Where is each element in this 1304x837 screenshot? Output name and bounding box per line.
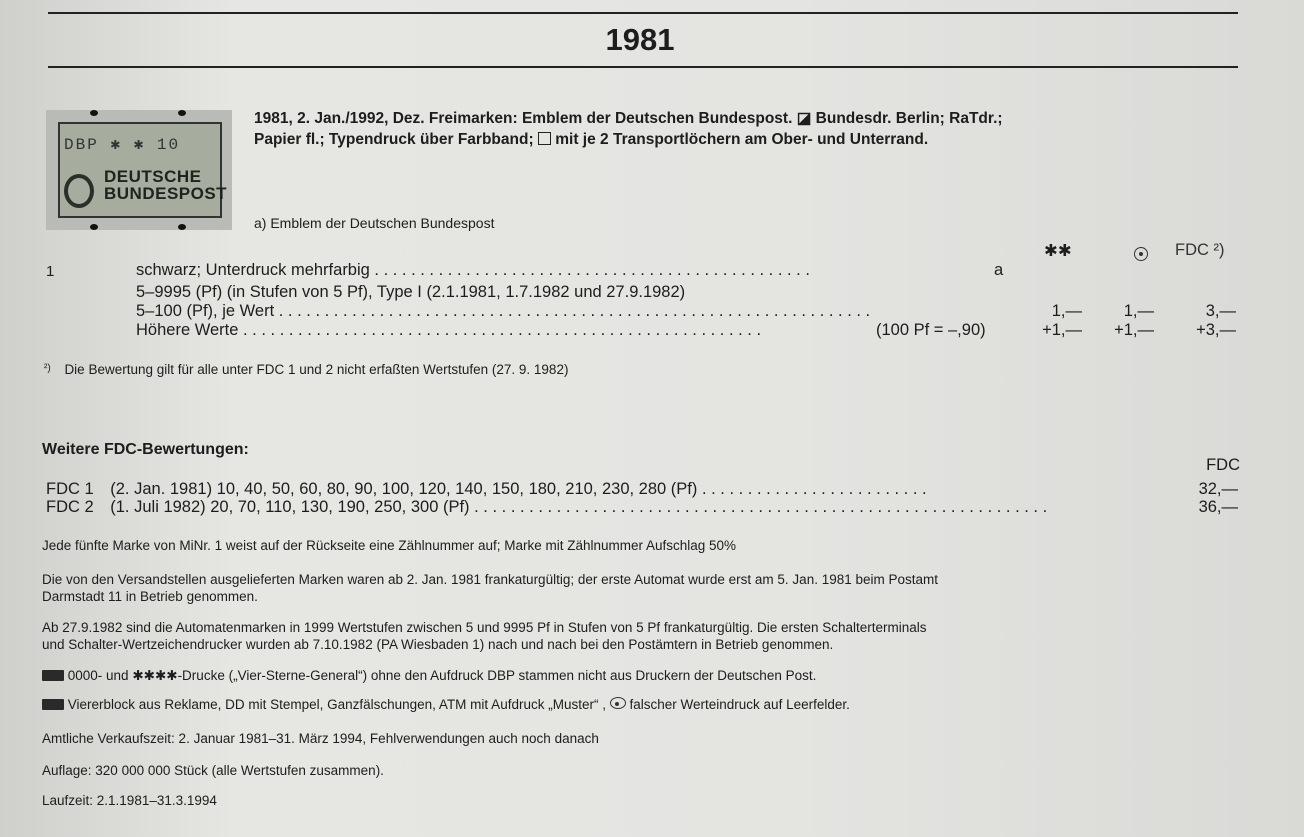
note-runtime: Laufzeit: 2.1.1981–31.3.1994: [42, 793, 217, 808]
transport-hole: [178, 110, 186, 116]
fdc-row-1: FDC 1 (2. Jan. 1981) 10, 40, 50, 60, 80, 90, 100, 120, 140, 150, 180, 210, 230, 280 (Pf) . . . . . . . . . . . . . . . . . . . . . . . . .: [46, 480, 927, 498]
transport-hole: [90, 224, 98, 230]
price-mint: 1,—: [1051, 302, 1082, 320]
forgery-warning-icon: [42, 699, 64, 710]
entry-line-per-value: 5–100 (Pf), je Wert . . . . . . . . . . . . . . . . . . . . . . . . . . . . . . . . . . . . . . . . . . . . . . . . . . . . . . . . . . . . . . . . .: [136, 302, 871, 320]
fdc-row-2: FDC 2 (1. Juli 1982) 20, 70, 110, 130, 190, 250, 300 (Pf) . . . . . . . . . . . . . . . . . . . . . . . . . . . . . . . . . . . . . . . . . . . . . . . . . . . . . . . . . . . . . . .: [46, 498, 1048, 516]
circle-dot-icon: [1134, 247, 1148, 266]
col-header-fdc: FDC ²): [1175, 241, 1225, 259]
fdc-section-title: Weitere FDC-Bewertungen:: [42, 441, 249, 458]
issue-heading-line1: 1981, 2. Jan./1992, Dez. Freimarken: Emblem der Deutschen Bundespost. ◪ Bundesdr. Berlin; RaTdr.;: [254, 110, 1003, 127]
stamp-value-print: DBP ✱ ✱ 10: [64, 136, 181, 154]
surcharge-mint: +1,—: [1042, 321, 1082, 339]
entry-values-range: 5–9995 (Pf) (in Stufen von 5 Pf), Type I (2.1.1981, 1.7.1982 und 27.9.1982): [136, 283, 686, 301]
note-counting-number: Jede fünfte Marke von MiNr. 1 weist auf der Rückseite eine Zählnummer auf; Marke mit Zählnummer Aufschlag 50%: [42, 538, 737, 553]
price-fdc: 3,—: [1205, 302, 1236, 320]
posthorn-icon: [64, 174, 94, 208]
entry-number: 1: [46, 263, 55, 280]
entry-design-letter: a: [994, 261, 1004, 279]
surcharge-fdc: +3,—: [1196, 321, 1236, 339]
higher-values-note: (100 Pf = –,90): [876, 321, 986, 339]
fdc-row-2-value: 36,—: [1198, 498, 1238, 516]
surcharge-used: +1,—: [1114, 321, 1154, 339]
entry-description: schwarz; Unterdruck mehrfarbig . . . . . . . . . . . . . . . . . . . . . . . . . . . . . . . . . . . . . . . . . . . . . . . .: [136, 261, 810, 279]
top-rule: [48, 12, 1238, 14]
transport-hole: [90, 110, 98, 116]
note-terminals-line1: Ab 27.9.1982 sind die Automatenmarken in 1999 Wertstufen zwischen 5 und 9995 Pf in Stufen von 5 Pf frankaturgültig. Die ersten Schalterterminals: [42, 620, 927, 635]
fdc-col-header: FDC: [1206, 456, 1240, 474]
design-caption: a) Emblem der Deutschen Bundespost: [254, 215, 495, 231]
note-validity-line1: Die von den Versandstellen ausgelieferten Marken waren ab 2. Jan. 1981 frankaturgültig; der erste Automat wurde erst am 5. Jan. 1981 beim Postamt: [42, 572, 939, 587]
title-rule: [48, 66, 1238, 68]
note-forgeries: Viererblock aus Reklame, DD mit Stempel, Ganzfälschungen, ATM mit Aufdruck „Muster“ , falscher Werteindruck auf Leerfelder.: [42, 697, 850, 712]
footnote: $^{^2)}$ Die Bewertung gilt für alle unter FDC 1 und 2 nicht erfaßten Wertstufen (27. 9. 1982): [44, 362, 569, 377]
issue-heading-line2: Papier fl.; Typendruck über Farbband; mit je 2 Transportlöchern am Ober- und Unterrand.: [254, 131, 929, 148]
note-four-star-prints: 0000- und ✱✱✱✱-Drucke („Vier-Sterne-General“) ohne den Aufdruck DBP stammen nicht aus Druckern der Deutschen Post.: [42, 668, 816, 684]
note-print-run: Auflage: 320 000 000 Stück (alle Wertstufen zusammen).: [42, 763, 384, 778]
col-header-mint: ✱✱: [1044, 242, 1072, 260]
stamp-image: [46, 110, 232, 230]
stamp-face: [58, 122, 228, 218]
note-validity-line2: Darmstadt 11 in Betrieb genommen.: [42, 589, 258, 604]
page-year-title: 1981: [605, 22, 675, 57]
price-used: 1,—: [1123, 302, 1154, 320]
stamp-name: DEUTSCHE BUNDESPOST: [104, 167, 228, 203]
perforation-box-icon: [538, 132, 551, 145]
note-sale-period: Amtliche Verkaufszeit: 2. Januar 1981–31. März 1994, Fehlverwendungen auch noch danach: [42, 731, 599, 746]
note-terminals-line2: und Schalter-Wertzeichendrucker wurden ab 7.10.1982 (PA Wiesbaden 1) nach und nach bei den Postämtern in Betrieb genommen.: [42, 637, 834, 652]
transport-hole: [178, 224, 186, 230]
forgery-warning-icon: [42, 670, 64, 681]
error-mark-icon: [610, 697, 626, 709]
entry-line-higher-values: Höhere Werte . . . . . . . . . . . . . . . . . . . . . . . . . . . . . . . . . . . . . . . . . . . . . . . . . . . . . . . . .: [136, 321, 762, 339]
fdc-row-1-value: 32,—: [1198, 480, 1238, 498]
